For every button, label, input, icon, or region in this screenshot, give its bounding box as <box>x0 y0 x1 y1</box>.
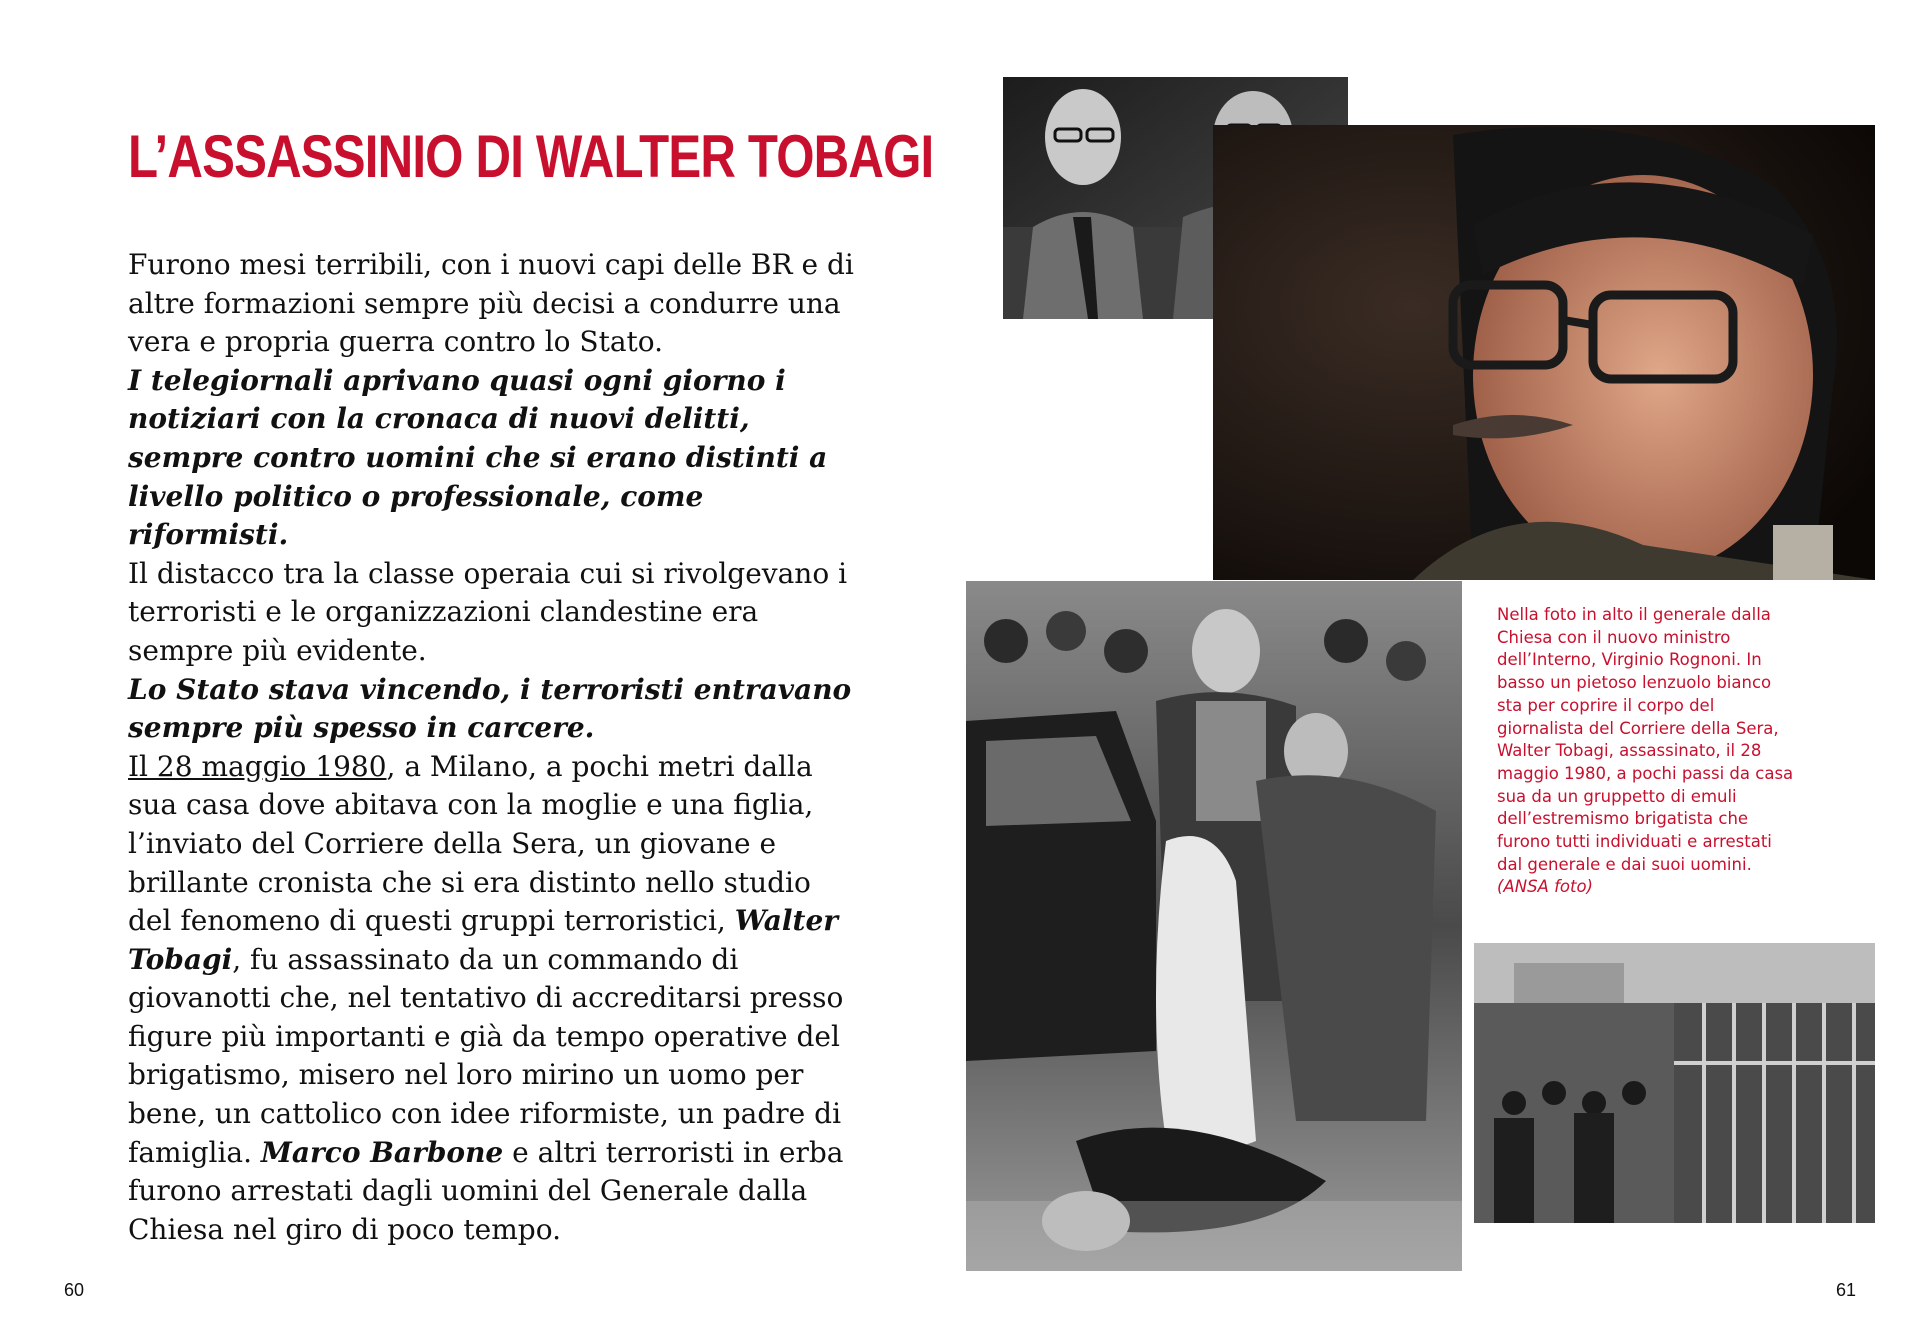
photo-generale-portrait <box>1213 125 1875 580</box>
person-name: Marco Barbone <box>260 1135 504 1169</box>
photo-tobagi-scene <box>966 581 1462 1271</box>
paragraph <box>128 748 858 1250</box>
text-run: e altri terroristi in erba furono arrestati dagli uomini del Generale dalla Chiesa nel giro di poco tempo. <box>128 1135 844 1246</box>
paragraph-emphasis: I telegiornali aprivano quasi ogni giorno i notiziari con la cronaca di nuovi delitti, sempre contro uomini che si erano distinti a livello politico o professionale, come riformisti. <box>128 363 828 552</box>
page-title: L’ASSASSINIO DI WALTER TOBAGI <box>128 123 934 190</box>
person-name: Walter Tobagi <box>128 904 839 976</box>
page-number-right: 61 <box>1836 1280 1857 1300</box>
paragraph: Furono mesi terribili, con i nuovi capi delle BR e di altre formazioni sempre più decisi a condurre una vera e propria guerra contro lo Stato. <box>128 248 854 359</box>
article-body <box>128 246 858 1249</box>
text-run: , a Milano, a pochi metri dalla sua casa dove abitava con la moglie e una figlia, l’inviato del Corriere della Sera, un giovane e brillante cronista che si era distinto nello studio del fenomeno di questi gruppi terroristici, <box>128 749 814 938</box>
photo-caption <box>1497 604 1797 899</box>
paragraph: Il distacco tra la classe operaia cui si rivolgevano i terroristi e le organizzazioni clandestine era sempre più evidente. <box>128 556 848 667</box>
text-run: , fu assassinato da un commando di giovanotti che, nel tentativo di accreditarsi presso figure più importanti e già da tempo operative del brigatismo, misero nel loro mirino un uomo per bene, un cattolico con idee riformiste, un padre di famiglia. <box>128 942 844 1169</box>
page-number-left: 60 <box>64 1280 85 1300</box>
date-underlined: Il 28 maggio 1980 <box>128 749 387 783</box>
photo-illustration <box>1474 943 1875 1223</box>
paragraph-emphasis: Lo Stato stava vincendo, i terroristi entravano sempre più spesso in carcere. <box>128 672 852 745</box>
photo-illustration <box>966 581 1462 1271</box>
photo-courtroom <box>1474 943 1875 1223</box>
photo-illustration <box>1213 125 1875 580</box>
photo-credit: (ANSA foto) <box>1497 877 1593 897</box>
caption-text: Nella foto in alto il generale dalla Chiesa con il nuovo ministro dell’Interno, Virginio Rognoni. In basso un pietoso lenzuolo bianco sta per coprire il corpo del giornalista del Corriere della Sera, Walter Tobagi, assassinato, il 28 maggio 1980, a pochi passi da casa sua da un gruppetto di emuli dell’estremismo brigatista che furono tutti individuati e arrestati dal generale e dai suoi uomini. <box>1497 605 1794 874</box>
